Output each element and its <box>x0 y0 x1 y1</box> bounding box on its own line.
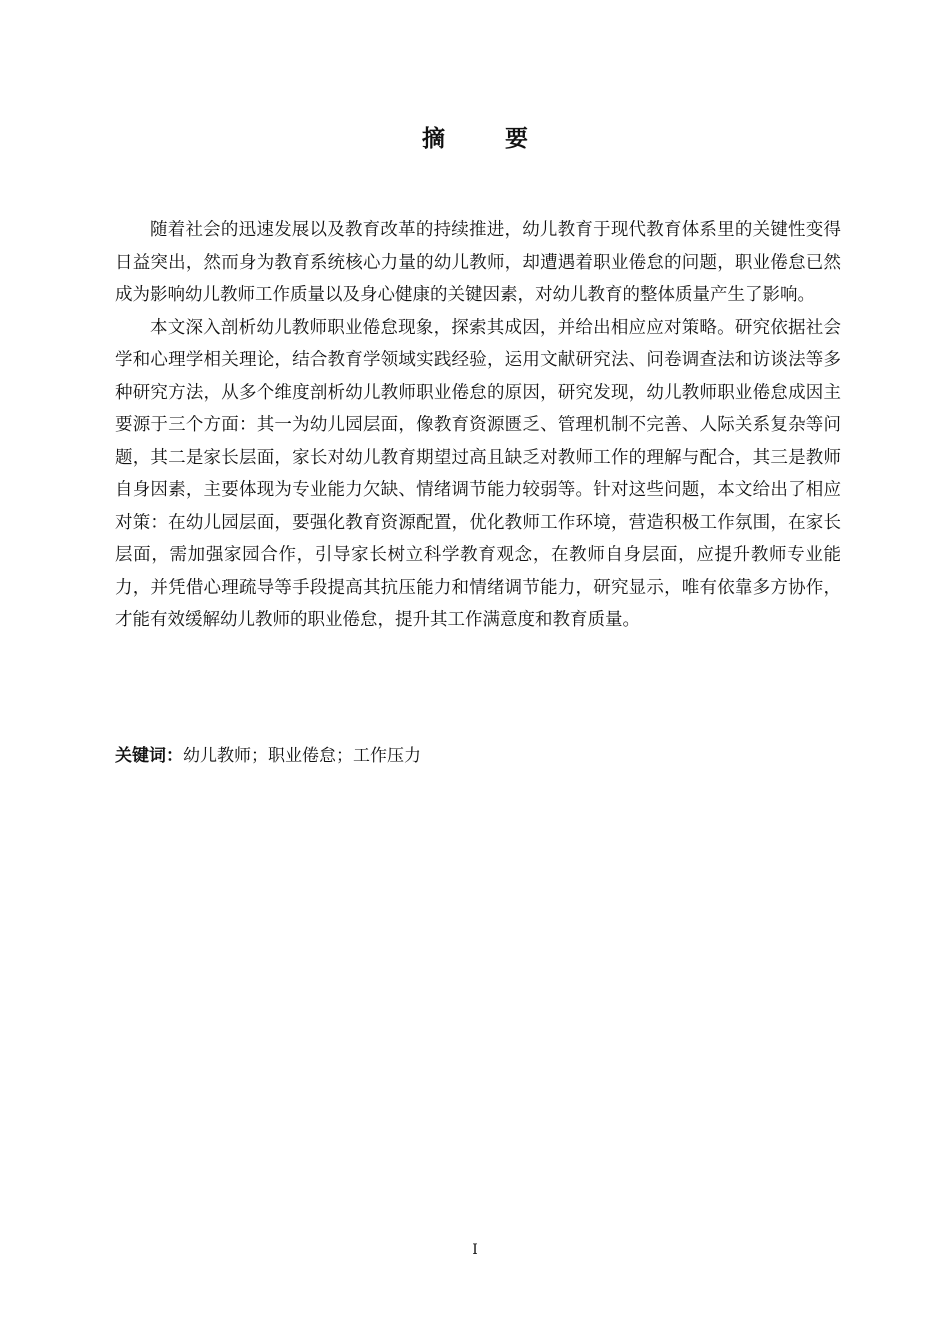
abstract-title: 摘 要 <box>421 126 554 152</box>
keywords-line <box>115 740 841 772</box>
abstract-paragraph: 本文深入剖析幼儿教师职业倦怠现象，探索其成因，并给出相应应对策略。研究依据社会学和心理学相关理论，结合教育学领域实践经验，运用文献研究法、问卷调查法和访谈法等多种研究方法，从多个维度剖析幼儿教师职业倦怠的原因，研究发现，幼儿教师职业倦怠成因主要源于三个方面：其一为幼儿园层面，像教育资源匮乏、管理机制不完善、人际关系复杂等问题，其二是家长层面，家长对幼儿教育期望过高且缺乏对教师工作的理解与配合，其三是教师自身因素，主要体现为专业能力欠缺、情绪调节能力较弱等。针对这些问题，本文给出了相应对策：在幼儿园层面，要强化教育资源配置，优化教师工作环境，营造积极工作氛围，在家长层面，需加强家园合作，引导家长树立科学教育观念，在教师自身层面，应提升教师专业能力，并凭借心理疏导等手段提高其抗压能力和情绪调节能力，研究显示，唯有依靠多方协作，才能有效缓解幼儿教师的职业倦怠，提升其工作满意度和教育质量。 <box>115 317 841 630</box>
abstract-paragraph: 随着社会的迅速发展以及教育改革的持续推进，幼儿教育于现代教育体系里的关键性变得日益突出，然而身为教育系统核心力量的幼儿教师，却遭遇着职业倦怠的问题，职业倦怠已然成为影响幼儿教师工作质量以及身心健康的关键因素，对幼儿教育的整体质量产生了影响。 <box>115 220 841 305</box>
keywords-text: 幼儿教师；职业倦怠；工作压力 <box>183 746 421 766</box>
abstract-body <box>115 214 841 637</box>
keywords-label: 关键词： <box>115 746 183 766</box>
page-number: I <box>472 1242 478 1258</box>
